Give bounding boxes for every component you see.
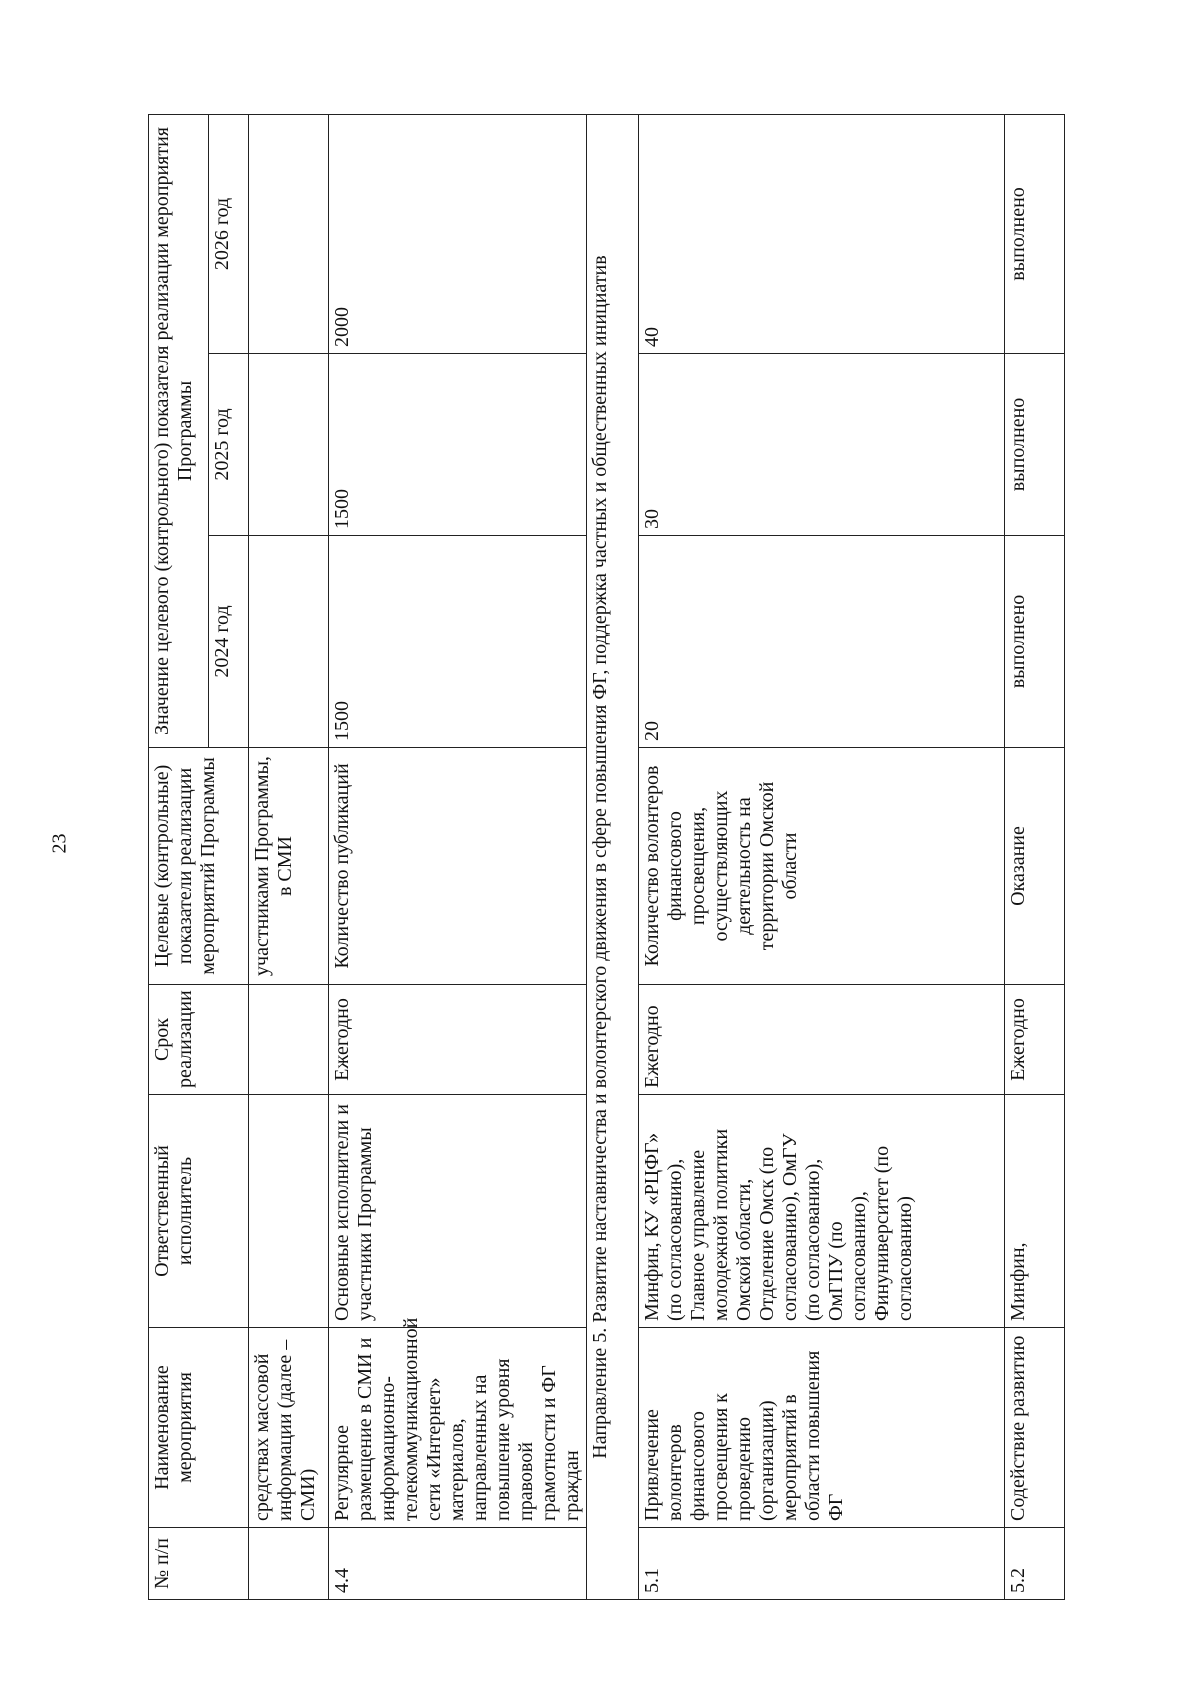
header-values-title: Значение целевого (контрольного) показателя реализации мероприятия Программы bbox=[149, 115, 209, 748]
rotated-table-container bbox=[148, 115, 1083, 1600]
row-num: 5.2 bbox=[1005, 1528, 1065, 1600]
row-value-2024: выполнено bbox=[1005, 536, 1065, 748]
row-value-2026: 40 bbox=[639, 115, 1005, 354]
row-term: Ежегодно bbox=[329, 985, 587, 1095]
row-value-2024: 20 bbox=[639, 536, 1005, 748]
row-num bbox=[249, 1528, 329, 1600]
row-responsible: Минфин, bbox=[1005, 1095, 1065, 1328]
row-value-2026: выполнено bbox=[1005, 115, 1065, 354]
table-row bbox=[249, 115, 329, 1600]
row-responsible: Минфин, КУ «РЦФГ» (по согласованию), Главное управление молодежной политики Омской области, Отделение Омск (по согласованию), ОмГУ (по согласованию), ОмГПУ (по согласованию), Финуниверситет (по согласованию) bbox=[639, 1095, 1005, 1328]
row-value-2025: выполнено bbox=[1005, 354, 1065, 536]
header-year-2025: 2025 год bbox=[209, 354, 249, 536]
table-row bbox=[1005, 115, 1065, 1600]
row-value-2025: 1500 bbox=[329, 354, 587, 536]
header-term: Срок реализации bbox=[149, 985, 249, 1095]
row-num: 5.1 bbox=[639, 1528, 1005, 1600]
row-responsible: Основные исполнители и участники Программы bbox=[329, 1095, 587, 1328]
header-num: № п/п bbox=[149, 1528, 249, 1600]
row-term: Ежегодно bbox=[639, 985, 1005, 1095]
row-value-2024: 1500 bbox=[329, 536, 587, 748]
row-indicator: Количество публикаций bbox=[329, 748, 587, 985]
page-number: 23 bbox=[48, 833, 71, 854]
header-year-2026: 2026 год bbox=[209, 115, 249, 354]
header-row bbox=[149, 115, 209, 1600]
row-name: Содействие развитию bbox=[1005, 1328, 1065, 1528]
header-year-2024: 2024 год bbox=[209, 536, 249, 748]
section-title: Направление 5. Развитие наставничества и волонтерского движения в сфере повышения ФГ, поддержка частных и общественных инициатив bbox=[587, 115, 639, 1600]
row-value-2025: 30 bbox=[639, 354, 1005, 536]
row-value-2026: 2000 bbox=[329, 115, 587, 354]
row-indicator: Оказание bbox=[1005, 748, 1065, 985]
row-name: средствах массовой информации (далее – СМИ) bbox=[249, 1328, 329, 1528]
row-num: 4.4 bbox=[329, 1528, 587, 1600]
row-indicator: Количество волонтеров финансового просвещения, осуществляющих деятельность на территории Омской области bbox=[639, 748, 1005, 985]
section-row bbox=[587, 115, 639, 1600]
row-responsible bbox=[249, 1095, 329, 1328]
row-value-2025 bbox=[249, 354, 329, 536]
row-indicator: участниками Программы, в СМИ bbox=[249, 748, 329, 985]
header-name: Наименование мероприятия bbox=[149, 1328, 249, 1528]
row-name: Привлечение волонтеров финансового просвещения к проведению (организации) мероприятий в области повышения ФГ bbox=[639, 1328, 1005, 1528]
row-name: Регулярное размещение в СМИ и информационно-телекоммуникационной сети «Интернет» материалов, направленных на повышение уровня правовой грамотности и ФГ граждан bbox=[329, 1328, 587, 1528]
table-row bbox=[639, 115, 1005, 1600]
header-indicators: Целевые (контрольные) показатели реализации мероприятий Программы bbox=[149, 748, 249, 985]
program-measures-table bbox=[148, 114, 1065, 1600]
row-term: Ежегодно bbox=[1005, 985, 1065, 1095]
table-row bbox=[329, 115, 587, 1600]
row-term bbox=[249, 985, 329, 1095]
row-value-2026 bbox=[249, 115, 329, 354]
row-value-2024 bbox=[249, 536, 329, 748]
header-responsible: Ответственный исполнитель bbox=[149, 1095, 249, 1328]
